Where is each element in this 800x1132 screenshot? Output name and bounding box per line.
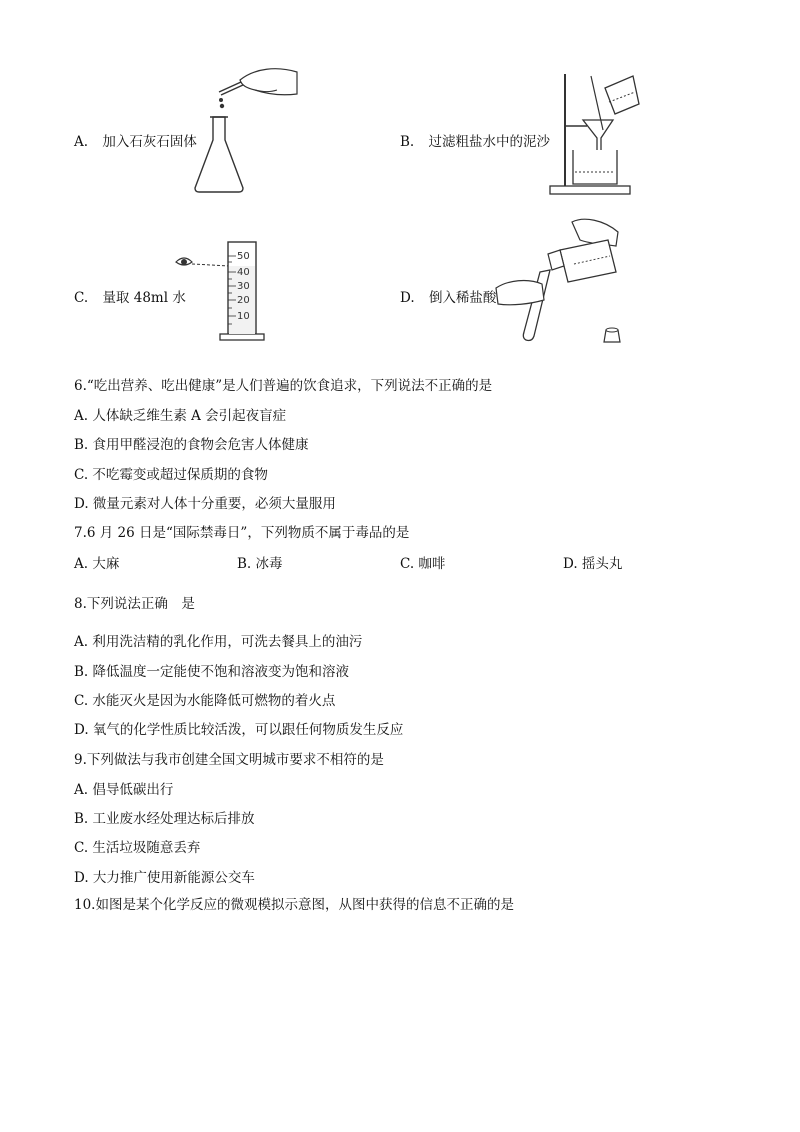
q8-option-d[interactable]: D. 氧气的化学性质比较活泼，可以跟任何物质发生反应 <box>74 722 404 738</box>
question-6-stem: 6.“吃出营养、吃出健康”是人们普遍的饮食追求，下列说法不正确的是 <box>74 378 493 394</box>
q7-option-b[interactable]: B. 冰毒 <box>237 556 283 572</box>
question-8-stem: 8.下列说法正确 是 <box>74 596 195 612</box>
option-letter: D. <box>400 290 415 306</box>
option-text: 量取 48ml 水 <box>102 290 186 306</box>
q6-option-a[interactable]: A. 人体缺乏维生素 A 会引起夜盲症 <box>74 408 287 424</box>
q9-option-b[interactable]: B. 工业废水经处理达标后排放 <box>74 811 255 827</box>
cylinder-tick-label: 40 <box>237 267 250 278</box>
measuring-cylinder-figure <box>172 238 272 344</box>
q7-option-c[interactable]: C. 咖啡 <box>400 556 446 572</box>
q8-option-b[interactable]: B. 降低温度一定能使不饱和溶液变为饱和溶液 <box>74 664 350 680</box>
option-text: 加入石灰石固体 <box>102 134 197 150</box>
question-7-stem: 7.6 月 26 日是“国际禁毒日”，下列物质不属于毒品的是 <box>74 525 410 541</box>
q9-option-c[interactable]: C. 生活垃圾随意丢弃 <box>74 840 201 856</box>
q9-option-a[interactable]: A. 倡导低碳出行 <box>74 782 174 798</box>
option-letter: A. <box>74 134 89 150</box>
q6-option-c[interactable]: C. 不吃霉变或超过保质期的食物 <box>74 467 268 483</box>
q6-option-d[interactable]: D. 微量元素对人体十分重要，必须大量服用 <box>74 496 336 512</box>
q5-option-b[interactable] <box>400 130 550 150</box>
option-letter: C. <box>74 290 89 306</box>
cylinder-tick-label: 10 <box>237 311 250 322</box>
q8-option-a[interactable]: A. 利用洗洁精的乳化作用，可洗去餐具上的油污 <box>74 634 363 650</box>
pouring-acid-figure <box>488 214 638 346</box>
q9-option-d[interactable]: D. 大力推广使用新能源公交车 <box>74 870 255 886</box>
q5-option-d[interactable] <box>400 286 496 306</box>
q8-option-c[interactable]: C. 水能灭火是因为水能降低可燃物的着火点 <box>74 693 336 709</box>
option-text: 倒入稀盐酸 <box>428 290 497 306</box>
question-9-stem: 9.下列做法与我市创建全国文明城市要求不相符的是 <box>74 752 384 768</box>
filtration-apparatus-figure <box>545 68 645 198</box>
option-letter: B. <box>400 134 415 150</box>
q7-option-d[interactable]: D. 摇头丸 <box>563 556 623 572</box>
flask-with-dropper-figure <box>185 62 305 197</box>
q7-option-a[interactable]: A. 大麻 <box>74 556 120 572</box>
q5-option-a[interactable] <box>74 130 197 150</box>
option-text: 过滤粗盐水中的泥沙 <box>428 134 551 150</box>
cylinder-tick-label: 30 <box>237 281 250 292</box>
question-10-stem: 10.如图是某个化学反应的微观模拟示意图，从图中获得的信息不正确的是 <box>74 897 514 913</box>
cylinder-tick-label: 50 <box>237 251 250 262</box>
q6-option-b[interactable]: B. 食用甲醛浸泡的食物会危害人体健康 <box>74 437 309 453</box>
cylinder-tick-label: 20 <box>237 295 250 306</box>
q5-option-c[interactable] <box>74 286 186 306</box>
